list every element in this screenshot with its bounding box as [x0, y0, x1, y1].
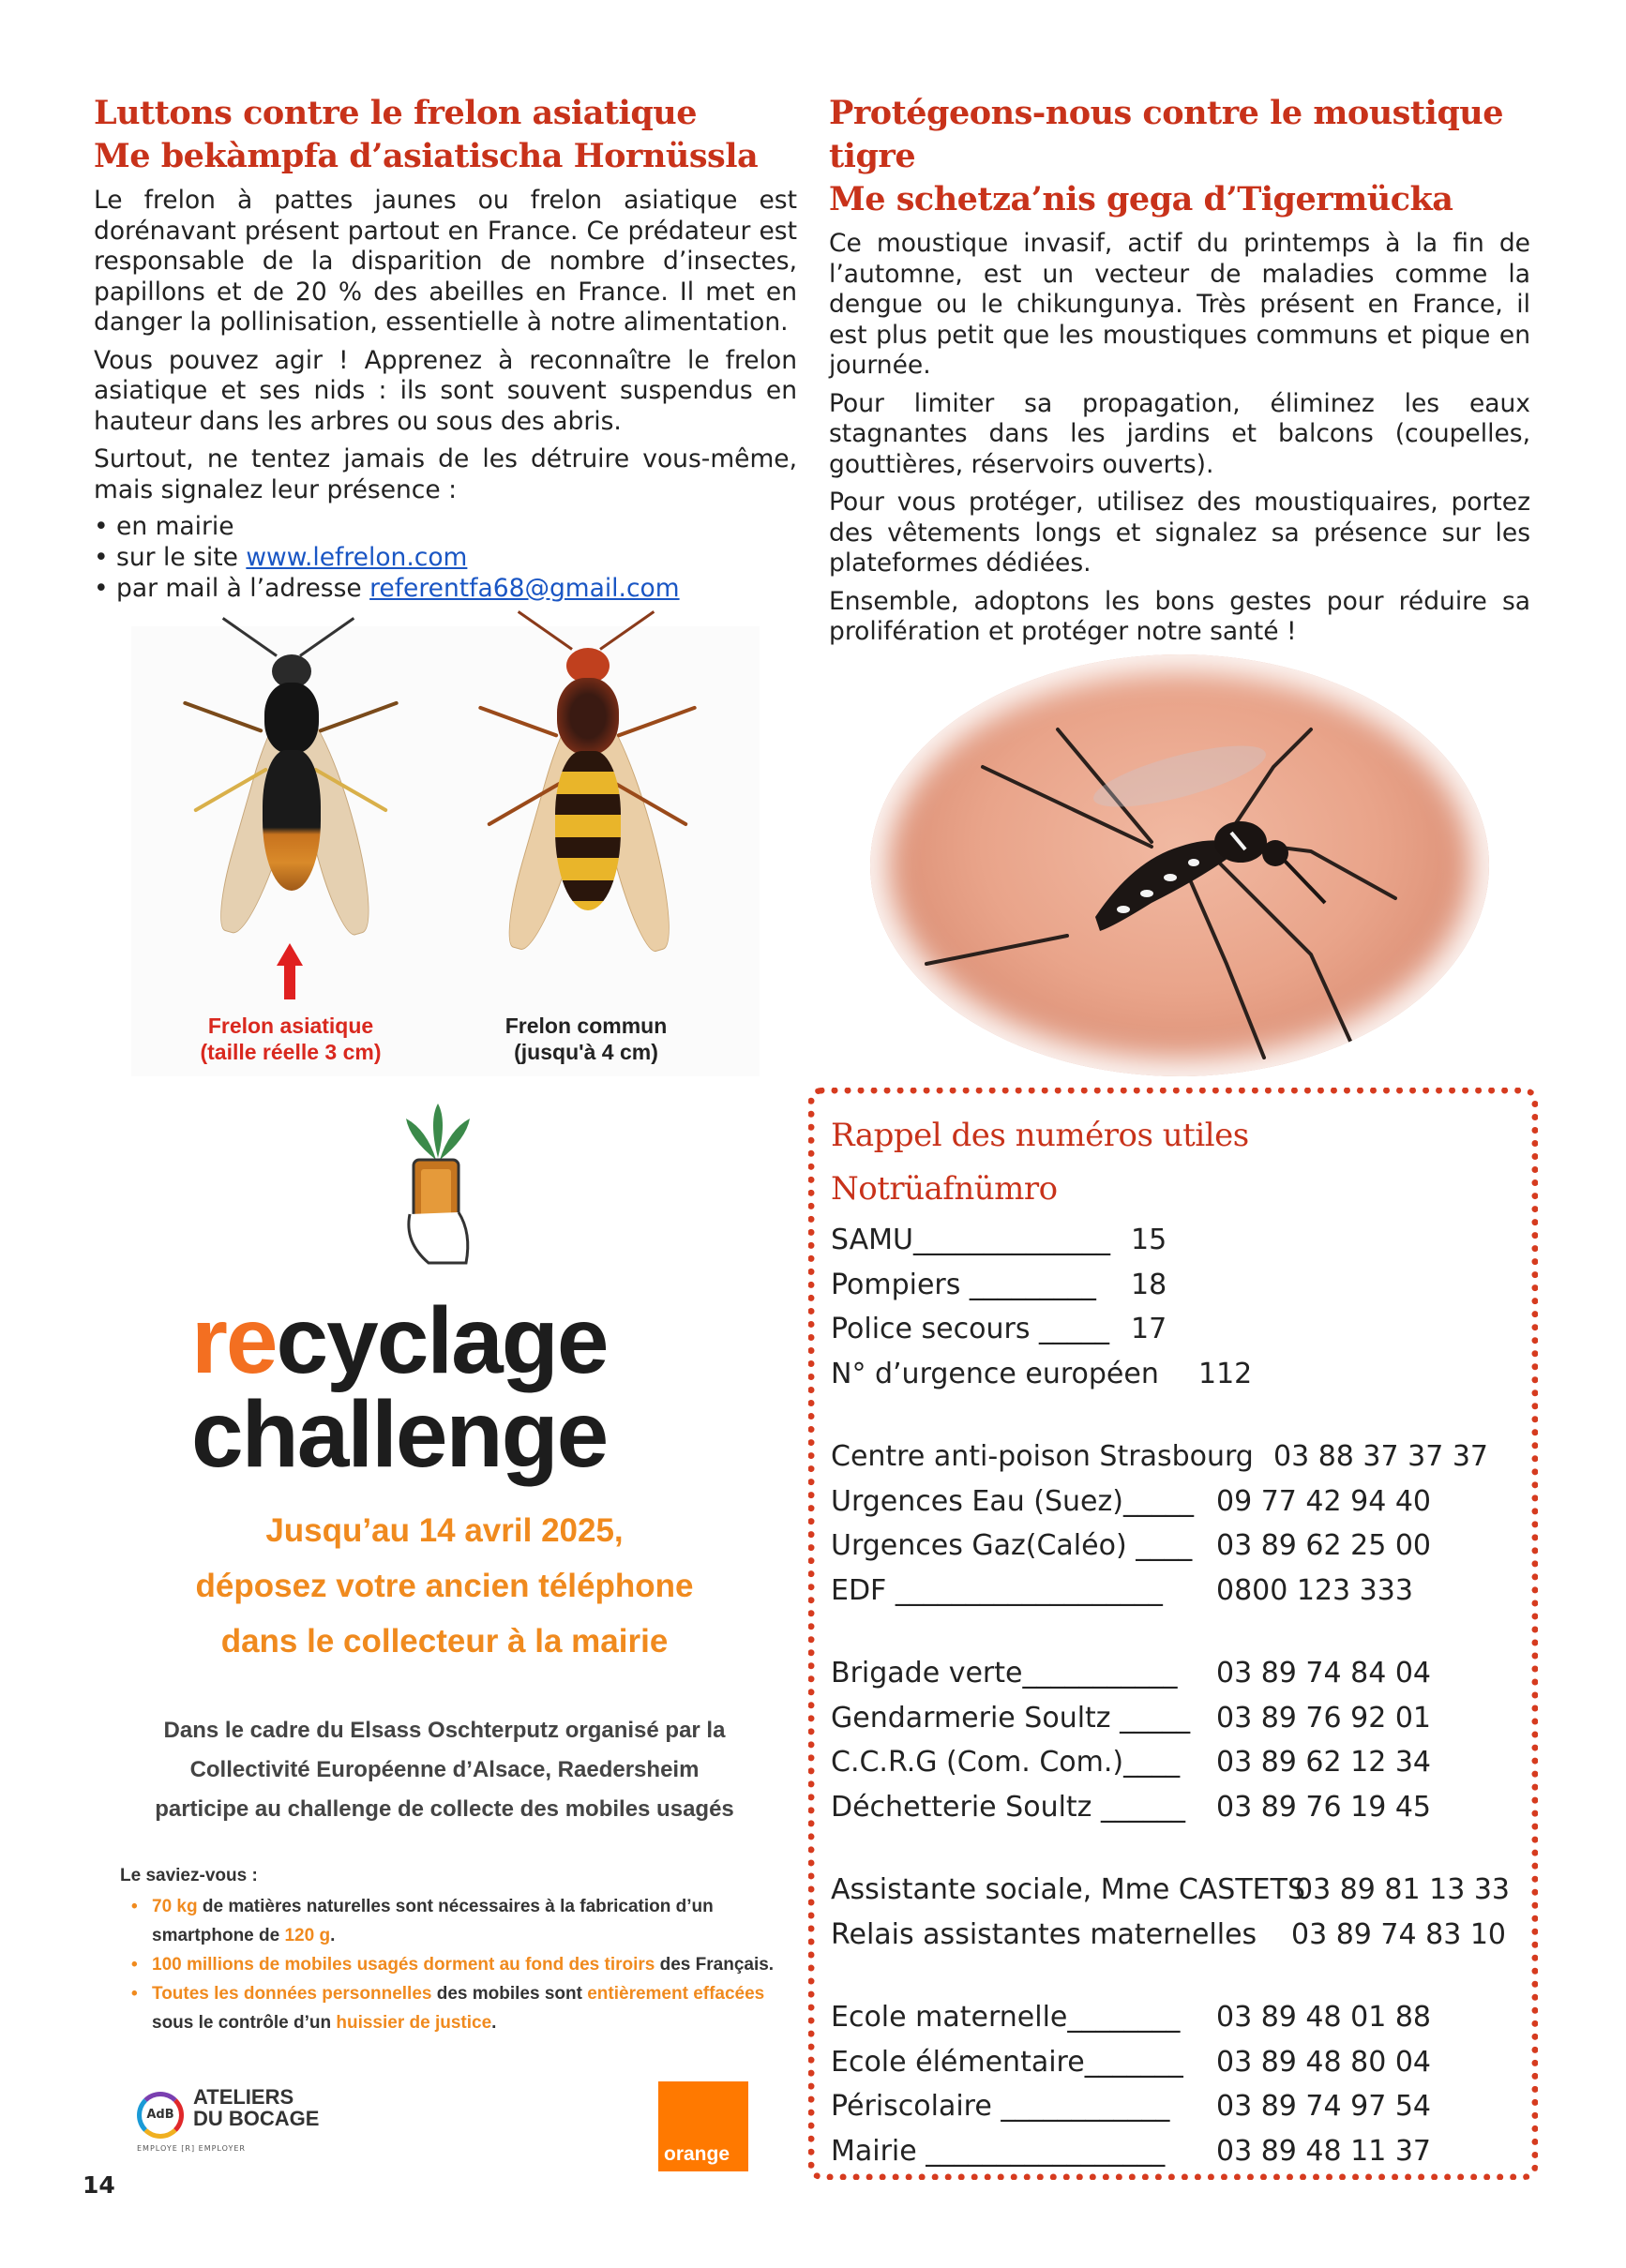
ateliers-du-bocage-logo: AdB ATELIERS DU BOCAGE EMPLOYE [R] EMPLOYER: [137, 2085, 320, 2153]
poster-deposit-line: déposez votre ancien téléphone: [195, 1568, 694, 1604]
mosquito-paragraph-4: Ensemble, adoptons les bons gestes pour réduire sa prolifération et protéger notre santé !: [829, 586, 1530, 646]
hornet-paragraph-1: Le frelon à pattes jaunes ou frelon asiatique est dorénavant présent partout en France. Ce prédateur est responsable de la disparition de nombre d’insectes, papillons et de 20 % des abeilles en France. Il met en danger la pollinisation, essentielle à notre alimentation.: [94, 186, 797, 337]
fact-3: • Toutes les données personnelles des mobiles sont entièrement effacées sous le contrôle d’un huissier de justice.: [120, 1979, 776, 2037]
caption-common-hornet: Frelon commun (jusqu'à 4 cm): [504, 1014, 668, 1064]
list-item: Ecole élémentaire_______ 03 89 48 80 04: [831, 2045, 1432, 2079]
mosquito-paragraph-1: Ce moustique invasif, actif du printemps à la fin de l’automne, est un vecteur de maladies comme la dengue ou le chikungunya. Très présent en France, il est plus petit que les moustiques communs et pique en journée.: [829, 229, 1530, 380]
poster-date-line: Jusqu’au 14 avril 2025,: [265, 1512, 624, 1549]
list-item: Déchetterie Soultz ______ 03 89 76 19 45: [831, 1790, 1432, 1824]
phone-plant-icon: [400, 1102, 475, 1270]
hornet-article: [94, 92, 797, 604]
facts-heading: Le saviez-vous :: [120, 1866, 258, 1885]
mosquito-icon: [870, 654, 1489, 1076]
list-item-site: • sur le site www.lefrelon.com: [94, 543, 468, 572]
poster-description-3: participe au challenge de collecte des mobiles usagés: [155, 1796, 734, 1822]
list-item: N° d’urgence européen 112: [831, 1357, 1253, 1390]
list-item: Police secours _____ 17: [831, 1313, 1167, 1345]
report-list: [94, 511, 797, 604]
orange-logo: orange: [658, 2081, 748, 2171]
adb-ring-icon: AdB: [137, 2092, 184, 2139]
lefrelon-link[interactable]: www.lefrelon.com: [246, 543, 468, 572]
list-item: Centre anti-poison Strasbourg 03 88 37 37 37: [831, 1440, 1489, 1473]
list-item: Gendarmerie Soultz _____ 03 89 76 92 01: [831, 1701, 1432, 1735]
arrow-up-icon: [277, 943, 303, 966]
list-item: EDF ___________________ 0800 123 333: [831, 1573, 1413, 1607]
emergency-group: [831, 1218, 1531, 1396]
list-item: Pompiers _________ 18: [831, 1268, 1167, 1301]
local-services-group: [831, 1651, 1531, 1829]
list-item: Périscolaire ____________ 03 89 74 97 54: [831, 2090, 1432, 2123]
email-link[interactable]: referentfa68@gmail.com: [369, 574, 680, 603]
hornet-title: Luttons contre le frelon asiatique Me bekàmpfa d’asiatischa Hornüssla: [94, 94, 759, 175]
poster-description-1: Dans le cadre du Elsass Oschterputz organisé par la: [163, 1718, 726, 1743]
mosquito-title: Protégeons-nous contre le moustique tigre Me schetza’nis gega d’Tigermücka: [829, 94, 1504, 218]
list-item: Mairie _________________ 03 89 48 11 37: [831, 2134, 1432, 2168]
schools-group: [831, 1995, 1531, 2173]
numbers-title: Rappel des numéros utiles: [831, 1117, 1249, 1154]
utilities-group: [831, 1434, 1531, 1613]
page-number: 14: [83, 2171, 115, 2199]
useful-numbers-box: [808, 1088, 1538, 2180]
arrow-shaft: [284, 964, 295, 999]
common-hornet-illustration: [469, 631, 703, 959]
list-item: Brigade verte___________ 03 89 74 84 04: [831, 1657, 1432, 1690]
numbers-title-alsatian: Notrüafnümro: [831, 1170, 1058, 1208]
mosquito-paragraph-2: Pour limiter sa propagation, éliminez les eaux stagnantes dans les jardins et balcons (coupelles, gouttières, réservoirs ouverts).: [829, 388, 1530, 479]
social-group: [831, 1868, 1531, 1957]
list-item-mairie: • en mairie: [94, 512, 234, 541]
hornet-paragraph-3: Surtout, ne tentez jamais de les détruire vous-même, mais signalez leur présence :: [94, 444, 797, 504]
list-item: Urgences Gaz(Caléo) ____ 03 89 62 25 00: [831, 1529, 1432, 1562]
list-item: Assistante sociale, Mme CASTETS 03 89 81 13 33: [831, 1873, 1511, 1906]
mosquito-paragraph-3: Pour vous protéger, utilisez des moustiquaires, portez des vêtements longs et signalez sa présence sur les plateformes dédiées.: [829, 488, 1530, 578]
poster-word-recyclage: recyclage: [191, 1288, 608, 1393]
poster-word-challenge: challenge: [191, 1382, 608, 1487]
caption-asian-hornet: Frelon asiatique (taille réelle 3 cm): [200, 1014, 382, 1064]
list-item: Relais assistantes maternelles 03 89 74 83 10: [831, 1917, 1507, 1951]
list-item: SAMU______________ 15: [831, 1224, 1167, 1256]
hornet-paragraph-2: Vous pouvez agir ! Apprenez à reconnaître le frelon asiatique et ses nids : ils sont souvent suspendus en hauteur dans les arbres ou sous des abris.: [94, 345, 797, 436]
poster-description-2: Collectivité Européenne d’Alsace, Raedersheim: [189, 1757, 700, 1782]
mosquito-article: [829, 92, 1530, 648]
list-item: Urgences Eau (Suez)_____ 09 77 42 94 40: [831, 1484, 1432, 1518]
fact-1: • 70 kg de matières naturelles sont nécessaires à la fabrication d’un smartphone de 120 g.: [120, 1892, 776, 1950]
poster-facts: [120, 1861, 776, 2037]
fact-2: • 100 millions de mobiles usagés dorment au fond des tiroirs des Français.: [120, 1950, 776, 1979]
list-item: Ecole maternelle________ 03 89 48 01 88: [831, 2001, 1432, 2034]
list-item: C.C.R.G (Com. Com.)____ 03 89 62 12 34: [831, 1746, 1432, 1779]
asian-hornet-illustration: [188, 636, 394, 945]
poster-collector-line: dans le collecteur à la mairie: [220, 1623, 669, 1660]
list-item-mail: • par mail à l’adresse referentfa68@gmail.com: [94, 574, 680, 603]
recycling-challenge-poster: [116, 1102, 775, 2165]
tiger-mosquito-photo: [870, 654, 1489, 1076]
hornet-comparison-image: [131, 626, 760, 1076]
